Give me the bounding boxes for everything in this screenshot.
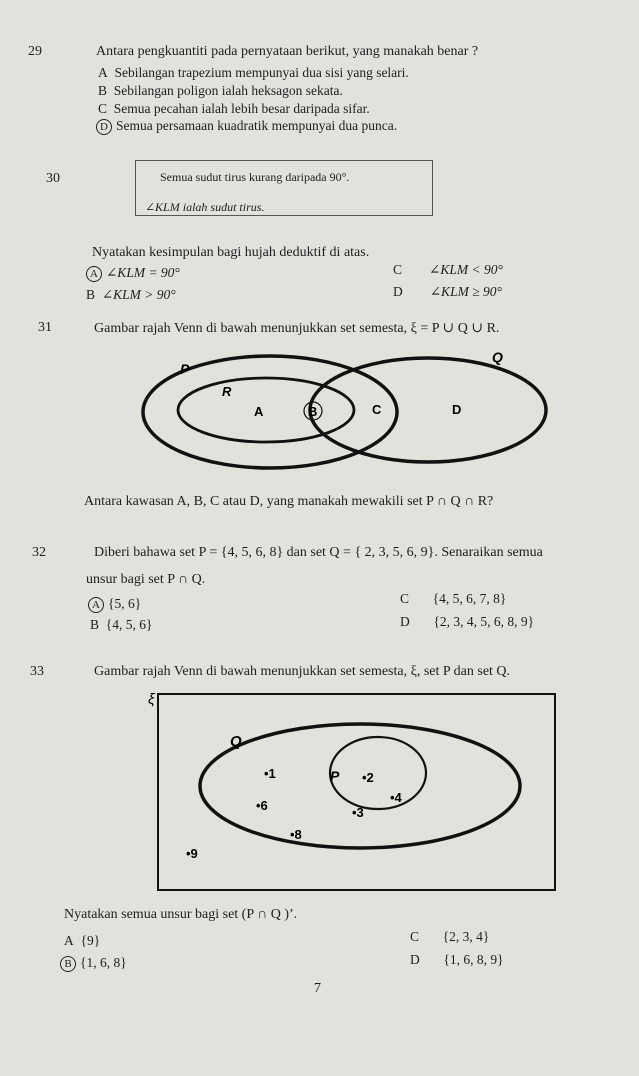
q32-option-b-text: {4, 5, 6} [105, 617, 153, 632]
q32-stem: Diberi bahawa set P = {4, 5, 6, 8} dan set Q = { 2, 3, 5, 6, 9}. Senaraikan semua [94, 545, 543, 560]
label-q: Q [492, 349, 503, 365]
set-r-ellipse [178, 378, 354, 442]
element-1: •1 [264, 766, 276, 781]
element-2: •2 [362, 770, 374, 785]
region-b: B [308, 404, 318, 419]
set-q-ellipse [310, 358, 546, 462]
region-c: C [372, 402, 382, 417]
q30-option-b[interactable] [86, 287, 176, 303]
q31-venn-diagram [140, 342, 560, 477]
q33-option-b-text: {1, 6, 8} [80, 955, 127, 970]
q29-option-d-text: Semua persamaan kuadratik mempunyai dua punca. [116, 118, 398, 133]
q30-option-a-text: ∠KLM = 90° [106, 265, 180, 280]
q30-option-a[interactable] [86, 265, 180, 282]
q32-number: 32 [32, 545, 46, 560]
label-q: Q [230, 733, 242, 750]
q32-option-d-text: {2, 3, 4, 5, 6, 8, 9} [433, 614, 535, 629]
q29-option-d[interactable] [96, 118, 397, 135]
q31-number: 31 [38, 320, 52, 335]
q31-stem: Gambar rajah Venn di bawah menunjukkan set semesta, ξ = P ∪ Q ∪ R. [94, 321, 500, 336]
q29-option-b[interactable] [98, 83, 343, 99]
q30-option-a-letter-circled: A [86, 266, 102, 282]
page-number: 7 [314, 981, 321, 996]
q32-option-d-letter: D [400, 614, 410, 629]
q32-option-a-letter-circled: A [88, 597, 104, 613]
q32-option-b[interactable] [90, 617, 152, 633]
element-3: •3 [352, 805, 364, 820]
q33-option-a-text: {9} [80, 933, 101, 948]
q33-option-c[interactable] [410, 929, 489, 945]
region-d: D [452, 402, 462, 417]
q33-option-b-letter-circled: B [60, 956, 76, 972]
q30-option-d[interactable] [393, 284, 502, 300]
q29-option-b-text: Sebilangan poligon ialah heksagon sekata. [113, 83, 343, 98]
q30-option-c-letter: C [393, 262, 403, 277]
q29-option-c[interactable] [98, 101, 370, 117]
label-p: P [330, 768, 340, 784]
q33-option-a[interactable] [64, 933, 100, 949]
q29-option-a-letter: A [98, 65, 108, 80]
q32-option-c-letter: C [400, 591, 410, 606]
q33-option-c-letter: C [410, 929, 420, 944]
q30-option-b-letter: B [86, 287, 96, 302]
q33-option-b[interactable] [60, 955, 127, 972]
q33-number: 33 [30, 664, 44, 679]
q32-option-c-text: {4, 5, 6, 7, 8} [432, 591, 507, 606]
q32-option-b-letter: B [90, 617, 100, 632]
element-4: •4 [390, 790, 402, 805]
q29-option-b-letter: B [98, 83, 108, 98]
q30-option-d-text: ∠KLM ≥ 90° [429, 284, 502, 299]
label-xi: ξ [148, 691, 155, 708]
q29-option-c-letter: C [98, 101, 108, 116]
q30-stem: Nyatakan kesimpulan bagi hujah deduktif di atas. [92, 245, 370, 260]
q33-option-a-letter: A [64, 933, 74, 948]
q30-premise-2: ∠KLM ialah sudut tirus. [145, 200, 265, 214]
q33-option-d-letter: D [410, 952, 420, 967]
q33-option-d-text: {1, 6, 8, 9} [443, 952, 504, 967]
q30-premise-1: Semua sudut tirus kurang daripada 90°. [160, 170, 350, 184]
q30-option-c-text: ∠KLM < 90° [429, 262, 503, 277]
set-p-ellipse [330, 737, 426, 809]
element-9: •9 [186, 846, 198, 861]
q32-option-d[interactable] [400, 614, 534, 630]
q29-option-c-text: Semua pecahan ialah lebih besar daripada sifar. [113, 101, 370, 116]
q32-option-a-text: {5, 6} [108, 596, 142, 611]
label-r: R [222, 384, 232, 399]
q32-stem-line-2: unsur bagi set P ∩ Q. [86, 572, 206, 587]
q29-stem: Antara pengkuantiti pada pernyataan berikut, yang manakah benar ? [96, 44, 479, 59]
q32-option-a[interactable] [88, 596, 141, 613]
q29-option-a[interactable] [98, 65, 409, 81]
q29-option-d-letter-circled: D [96, 119, 112, 135]
q29-option-a-text: Sebilangan trapezium mempunyai dua sisi yang selari. [114, 65, 409, 80]
element-8: •8 [290, 827, 302, 842]
q31-question: Antara kawasan A, B, C atau D, yang manakah mewakili set P ∩ Q ∩ R? [84, 494, 494, 509]
q30-option-b-text: ∠KLM > 90° [101, 287, 176, 302]
q30-option-c[interactable] [393, 262, 503, 278]
q33-stem: Gambar rajah Venn di bawah menunjukkan set semesta, ξ, set P dan set Q. [94, 664, 511, 679]
q33-option-c-text: {2, 3, 4} [442, 929, 490, 944]
element-6: •6 [256, 798, 268, 813]
q32-option-c[interactable] [400, 591, 506, 607]
q29-number: 29 [28, 44, 42, 59]
q33-venn-diagram [140, 686, 560, 896]
q30-number: 30 [46, 171, 60, 186]
q33-option-d[interactable] [410, 952, 504, 968]
label-p: P [180, 361, 190, 377]
q30-option-d-letter: D [393, 284, 403, 299]
set-q-ellipse [200, 724, 520, 848]
q33-question: Nyatakan semua unsur bagi set (P ∩ Q )’. [64, 907, 298, 922]
region-a: A [254, 404, 264, 419]
